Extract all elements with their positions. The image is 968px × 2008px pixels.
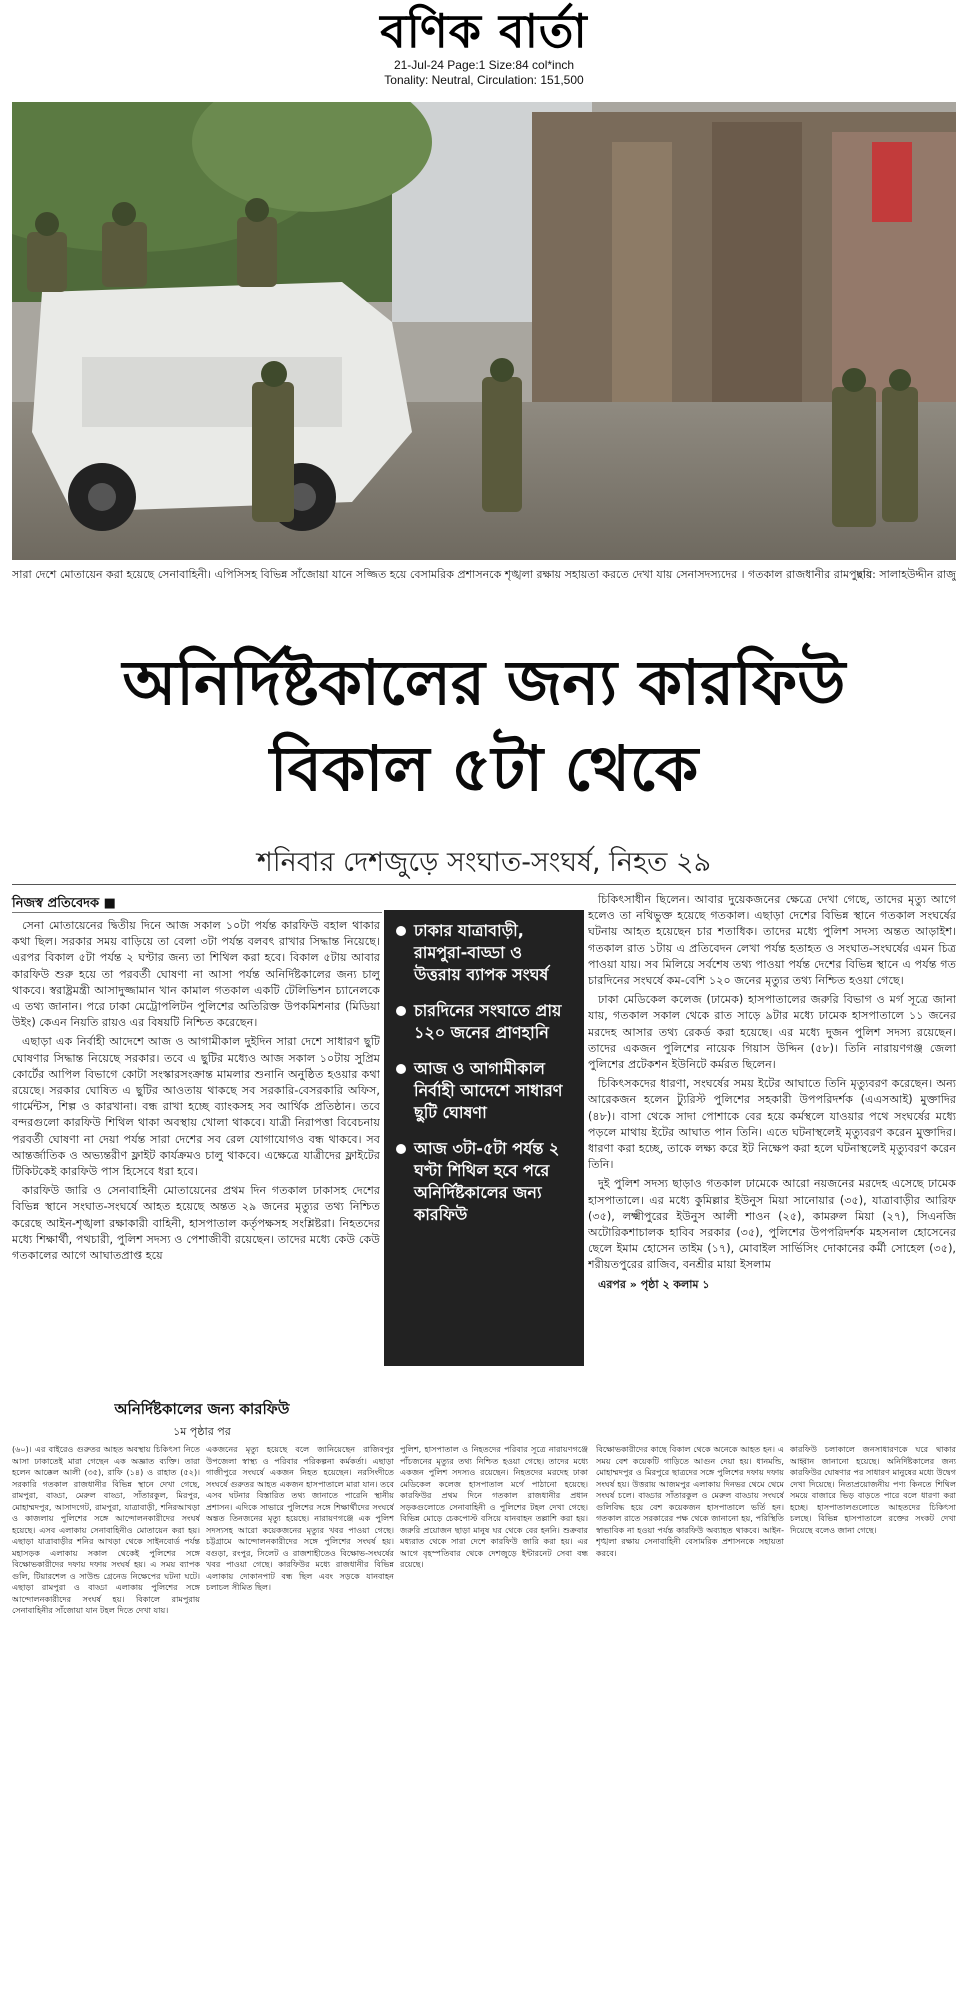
paragraph: পুলিশ, হাসপাতাল ও নিহতদের পরিবার সূত্রে নারায়ণগঞ্জে পাঁচজনের মৃত্যুর তথ্য নিশ্চিত হওয়া গেছে। তাদের মধ্যে একজন পুলিশ সদস্যও রয়েছেন। নিহতদের মরদেহ ঢাকা মেডিকেল কলেজ হাসপাতাল মর্গে পাঠানো হয়েছে। কারফিউর প্রথম দিনে গতকাল রাজধানীর প্রধান সড়কগুলোতে সেনাবাহিনী ও পুলিশের টহল দেখা গেছে। বিভিন্ন মোড়ে চেকপোস্ট বসিয়ে যানবাহন তল্লাশি করা হয়। জরুরি প্রয়োজন ছাড়া মানুষ ঘর থেকে বের হননি। শুক্রবার মধ্যরাত থেকে সারা দেশে কারফিউ জারি করা হয়। এর আগে বৃহস্পতিবার থেকে দেশজুড়ে ইন্টারনেট সেবা বন্ধ রয়েছে। [400, 1444, 588, 1569]
continuation-column-5 [790, 1444, 956, 2006]
paragraph: চিকিৎসকদের ধারণা, সংঘর্ষের সময় ইটের আঘাতে তিনি মৃত্যুবরণ করেছেন। অন্য আরেকজন হলেন ট্যুরিস্ট পুলিশের সহকারী উপপরিদর্শক (এএসআই) মুক্তাদির (৪৮)। বাসা থেকে সাদা পোশাকে বের হয়ে কর্মস্থলে যাওয়ার পথে সংঘর্ষের মধ্যে পড়লে মাথায় ইটের আঘাত পান তিনি। এতে ঘটনাস্থলেই মৃত্যুবরণ করেন মুক্তাদির। ধারণা করা হচ্ছে, তাকে লক্ষ্য করে ইট নিক্ষেপ করা হলে ঘটনাস্থলেই মৃত্যুবরণ করেন তিনি। [588, 1077, 956, 1172]
highlight-text: আজ ৩টা-৫টা পর্যন্ত ২ ঘণ্টা শিথিল হবে পরে অনির্দিষ্টকালের জন্য কারফিউ [414, 1139, 560, 1224]
paragraph: এছাড়া এক নির্বাহী আদেশে আজ ও আগামীকাল দুইদিন সারা দেশে সাধারণ ছুটি ঘোষণার সিদ্ধান্ত নিয়েছে সরকার। তবে এ ছুটির মধ্যেও আজ সকাল ১০টায় সুপ্রিম কোর্টের আপিল বিভাগে কোটা সংস্কারসংক্রান্ত মামলার শুনানি অনুষ্ঠিত হওয়ার কথা রয়েছে। সরকার ঘোষিত এ ছুটির আওতায় থাকছে সব সরকারি-বেসরকারি অফিস, গার্মেন্টস, শিল্প ও কারখানা। বন্ধ রাখা হচ্ছে ব্যাংকসহ সব আর্থিক প্রতিষ্ঠান। তবে বন্দরগুলো কারফিউ শিথিল থাকা অবস্থায় খোলা থাকবে। যাত্রী নিরাপত্তা বিবেচনায় পরবর্তী ঘোষণা না দেয়া পর্যন্ত সারা দেশের সব রেল যোগাযোগও বন্ধ থাকবে। সব আন্তর্জাতিক ও অভ্যন্তরীণ ফ্লাইট কার্যক্রমও চালু থাকবে। এক্ষেত্রে যাত্রীদের ফ্লাইটের টিকিটকেই কারফিউ পাস হিসেবে ধরা হবে। [12, 1035, 380, 1179]
article-body-right [588, 892, 956, 1386]
clipping-meta-line-1: 21-Jul-24 Page:1 Size:84 col*inch [393, 58, 575, 72]
paragraph: বিক্ষোভকারীদের কাছে বিকাল থেকে অনেকে আহত হন। এ সময় বেশ কয়েকটি গাড়িতে আগুন দেয়া হয়। ধানমন্ডি, মোহাম্মদপুর ও মিরপুরে ছাত্রদের সঙ্গে পুলিশের দফায় দফায় সংঘর্ষ হয়। উত্তরায় আজমপুর এলাকায় দিনভর থেমে থেমে সংঘর্ষ চলে। বাড্ডার সাঁতারকুল ও মেরুল বাড্ডায় সংঘর্ষে গুলিবিদ্ধ হয়ে বেশ কয়েকজন হাসপাতালে ভর্তি হন। গতকাল রাতে সরকারের পক্ষ থেকে জানানো হয়, পরিস্থিতি স্বাভাবিক না হওয়া পর্যন্ত কারফিউ অব্যাহত থাকবে। আইন-শৃঙ্খলা রক্ষায় সেনাবাহিনী বেসামরিক প্রশাসনকে সহায়তা করবে। [596, 1444, 784, 1558]
paragraph: (৬০)। এর বাইরেও গুরুতর আহত অবস্থায় চিকিৎসা নিতে আসা ঢাকাতেই মারা গেছেন এক অজ্ঞাত ব্যক্তি। তারা হলেন আক্কেল আলী (৩৫), রাফি (১৪) ও রাহাত (৫২)। সরকারি গতকাল রাজধানীর বিভিন্ন স্থানে দেখা গেছে, রামপুরা, বাড্ডা, মেরুল বাড্ডা, সাঁতারকুল, মিরপুর, মোহাম্মদপুর, আসাদগেট, রামপুরা, যাত্রাবাড়ী, শনিরআখড়া ও কাজলায় পুলিশের সঙ্গে আন্দোলনকারীদের সংঘর্ষ হয়েছে। এসব এলাকায় সেনাবাহিনীও মোতায়েন করা হয়। এছাড়া যাত্রাবাড়ীর শনির আখড়া থেকে সাইনবোর্ড পর্যন্ত মহাসড়ক এলাকায় সকাল থেকেই পুলিশের সঙ্গে বিক্ষোভকারীদের দফায় দফায় সংঘর্ষ হয়। এ সময় ব্যাপক গুলি, টিয়ারশেল ও সাউন্ড গ্রেনেড নিক্ষেপের ঘটনা ঘটে। এছাড়া রামপুরা ও বাড্ডা এলাকায় পুলিশের সঙ্গে আন্দোলনকারীদের সংঘর্ষ হয়। বিকালে রামপুরায় সেনাবাহিনীর সাঁজোয়া যান টহল দিতে দেখা যায়। [12, 1444, 200, 1615]
continuation-reference: ১ম পৃষ্ঠার পর [173, 1425, 231, 1438]
clipping-meta-line-2: Tonality: Neutral, Circulation: 151,500 [384, 73, 584, 87]
highlight-item [396, 1058, 572, 1124]
highlight-text: চারদিনের সংঘাতে প্রায় ১২০ জনের প্রাণহানি [414, 1001, 562, 1042]
highlight-text: ঢাকার যাত্রাবাড়ী, রামপুরা-বাড্ডা ও উত্তরায় ব্যাপক সংঘর্ষ [414, 921, 549, 984]
byline: নিজস্ব প্রতিবেদক ■ [12, 896, 116, 911]
continuation-header [12, 1398, 392, 1442]
highlight-item [396, 1138, 572, 1226]
continuation-column-1 [12, 1444, 200, 2006]
continuation-column-3 [400, 1444, 588, 2006]
headline-line-2: বিকাল ৫টা থেকে [269, 732, 699, 805]
paragraph: কারফিউ চলাকালে জনসাধারণকে ঘরে থাকার আহ্বান জানানো হয়েছে। অনির্দিষ্টকালের জন্য কারফিউর ঘোষণার পর সাধারণ মানুষের মধ্যে উদ্বেগ দেখা দিয়েছে। নিত্যপ্রয়োজনীয় পণ্য কিনতে শিথিল সময়ে বাজারে ভিড় বাড়তে পারে বলে ধারণা করা হচ্ছে। হাসপাতালগুলোতে আহতদের চিকিৎসা চলছে। বিভিন্ন হাসপাতালে রক্তের সংকট দেখা দিয়েছে বলেও জানা গেছে। [790, 1444, 956, 1535]
bullet-icon [396, 1064, 406, 1074]
byline-rule [12, 912, 382, 913]
news-photo [12, 102, 956, 560]
photo-caption [12, 566, 956, 585]
bullet-icon [396, 1006, 406, 1016]
continuation-column-4 [596, 1444, 784, 2006]
army-street-scene-image [12, 102, 956, 560]
headline-rule [12, 884, 956, 885]
article-body-left [12, 918, 380, 1386]
subheadline: শনিবার দেশজুড়ে সংঘাত-সংঘর্ষ, নিহত ২৯ [256, 847, 712, 878]
highlight-item [396, 1000, 572, 1044]
paragraph: দুই পুলিশ সদস্য ছাড়াও গতকাল ঢামেকে আরো নয়জনের মরদেহ এসেছে ঢামেক হাসপাতালে। এর মধ্যে কুমিল্লার ইউনুস মিয়া সানোয়ার (৩৫), যাত্রাবাড়ীর আরিফ (৩৫), লক্ষ্মীপুরের ইউনুস আলী শাওন (২৫), কামরুল মিয়া (২৭), সিএনজি অটোরিকশাচালক হাবিব সরকার (৩৫), পুলিশের উপপরিদর্শক মহসনাল হোসেনের ছেলে ইমাম হোসেন তাইম (১৭), মোবাইল সার্ভিসিং দোকানের কর্মী সোহেল (৩৫), শরীয়তপুরের রাজিব, বনশ্রীর মায়া ইসলাম [588, 1177, 956, 1272]
headline-line-1: অনির্দিষ্টকালের জন্য কারফিউ [122, 646, 846, 719]
photo-credit: ছবি: সালাহউদ্দীন রাজু [856, 568, 956, 581]
paragraph: কারফিউ জারি ও সেনাবাহিনী মোতায়েনের প্রথম দিন গতকাল ঢাকাসহ দেশের বিভিন্ন স্থানে সংঘাত-সংঘর্ষে আহত হয়েছে অন্তত ২৯ জনের মৃত্যুর তথ্য নিশ্চিত করেছে আইন-শৃঙ্খলা রক্ষাকারী বাহিনী, হাসপাতাল কর্তৃপক্ষসহ সংশ্লিষ্টরা। নিহতদের মধ্যে শিক্ষার্থী, পথচারী, পুলিশ সদস্য ও পেশাজীবী রয়েছেন। তাদের মধ্যে কেউ কেউ গতকালের আগে আঘাতপ্রাপ্ত হয়ে [12, 1184, 380, 1263]
highlights-box [384, 910, 584, 1366]
paragraph: ঢাকা মেডিকেল কলেজ (ঢামেক) হাসপাতালের জরুরি বিভাগ ও মর্গ সূত্রে জানা যায়, গতকাল সকাল থেকে রাত সাড়ে ৯টার মধ্যে ঢামেক হাসপাতালে ১১ জনের মরদেহ আসার তথ্য রেকর্ড করা হয়েছে। এর মধ্যে দুজন পুলিশ সদস্য রয়েছেন। তাদের একজন পুলিশের নায়েক গিয়াস উদ্দিন (৫৮)। তিনি নারায়ণগঞ্জ জেলা পুলিশের প্রটেকশন ইউনিটে কর্মরত ছিলেন। [588, 993, 956, 1072]
paragraph: সেনা মোতায়েনের দ্বিতীয় দিনে আজ সকাল ১০টা পর্যন্ত কারফিউ বহাল থাকার কথা ছিল। সরকার সময় বাড়িয়ে তা বেলা ৩টা পর্যন্ত বলবৎ রাখার সিদ্ধান্ত নিয়েছে। এরপর বিকাল ৫টা পর্যন্ত ২ ঘণ্টার জন্য তা শিথিল করা হবে। বিকাল ৫টায় আবার কারফিউ শুরু হয়ে তা পরবর্তী ঘোষণা না আসা পর্যন্ত অনির্দিষ্টকালের জন্য চালু থাকবে। স্বরাষ্ট্রমন্ত্রী আসাদুজ্জামান খান কামাল গতকাল একটি টেলিভিশন চ্যানেলকে এ তথ্য জানান। পরে ঢাকা মেট্রোপলিটন পুলিশের অতিরিক্ত উপকমিশনার (মিডিয়া উইং) কেএন নিয়তি রায়ও এর বিষয়টি নিশ্চিত করেছেন। [12, 919, 380, 1030]
continuation-column-2 [206, 1444, 394, 2006]
photo-caption-text: সারা দেশে মোতায়েন করা হয়েছে সেনাবাহিনী। এপিসিসহ বিভিন্ন সাঁজোয়া যানে সজ্জিত হয়ে বেসামরিক প্রশাসনকে শৃঙ্খলা রক্ষায় সহায়তা করতে দেখা যায় সেনাসদস্যদের । গতকাল রাজধানীর রামপুরায় [12, 568, 873, 581]
bullet-icon [396, 1144, 406, 1154]
jump-reference: এরপর » পৃষ্ঠা ২ কলাম ১ [598, 1277, 710, 1291]
headline-block [0, 640, 968, 812]
newspaper-logo: বণিক বার্তা [380, 4, 588, 58]
bullet-icon [396, 926, 406, 936]
highlight-text: আজ ও আগামীকাল নির্বাহী আদেশে সাধারণ ছুটি ঘোষণা [414, 1059, 563, 1122]
paragraph: একজনের মৃত্যু হয়েছে বলে জানিয়েছেন রাজিবপুর উপজেলা স্বাস্থ্য ও পরিবার পরিকল্পনা কর্মকর্তা। এছাড়া গাজীপুরে সংঘর্ষে একজন নিহত হয়েছেন। নরসিংদীতে সংঘর্ষে গুরুতর আহত একজন হাসপাতালে মারা যান। তবে এসব ঘটনার বিস্তারিত তথ্য জানাতে পারেনি স্থানীয় প্রশাসন। এদিকে সাভারে পুলিশের সঙ্গে শিক্ষার্থীদের সংঘর্ষে অন্তত তিনজনের মৃত্যু হয়েছে। নারায়ণগঞ্জে এক পুলিশ সদস্যসহ আরো কয়েকজনের মৃত্যুর খবর পাওয়া গেছে। চট্টগ্রামে আন্দোলনকারীদের সঙ্গে পুলিশের সংঘর্ষ হয়। বগুড়া, রংপুর, সিলেট ও রাজশাহীতেও বিক্ষোভ-সংঘর্ষের খবর পাওয়া গেছে। কারফিউর মধ্যে রাজধানীর বিভিন্ন এলাকায় দোকানপাট বন্ধ ছিল এবং সড়কে যানবাহন চলাচল সীমিত ছিল। [206, 1444, 394, 1592]
continuation-title: অনির্দিষ্টকালের জন্য কারফিউ [114, 1400, 290, 1418]
masthead [0, 4, 968, 88]
paragraph: চিকিৎসাধীন ছিলেন। আবার দুয়েকজনের ক্ষেত্রে দেখা গেছে, তাদের মৃত্যু আগে হলেও তা নথিভুক্ত হয়েছে গতকাল। এছাড়া দেশের বিভিন্ন স্থানে গতকাল সংঘর্ষের ঘটনায় আহত হয়েছেন চার শতাধিক। তাদের মধ্যে পুলিশ সদস্য অন্তত আড়াইশ। গতকাল রাত ১টায় এ প্রতিবেদন লেখা পর্যন্ত হতাহত ও সংঘাত-সংঘর্ষের এমন চিত্র পাওয়া যায়। সব মিলিয়ে সর্বশেষ তথ্য পাওয়া পর্যন্ত দেশের বিভিন্ন স্থানে এ পর্যন্ত গত চারদিনের সংঘর্ষে কম-বেশি ১২০ জনের মৃত্যুর তথ্য নিশ্চিত হওয়া গেছে। [588, 893, 956, 988]
highlight-item [396, 920, 572, 986]
